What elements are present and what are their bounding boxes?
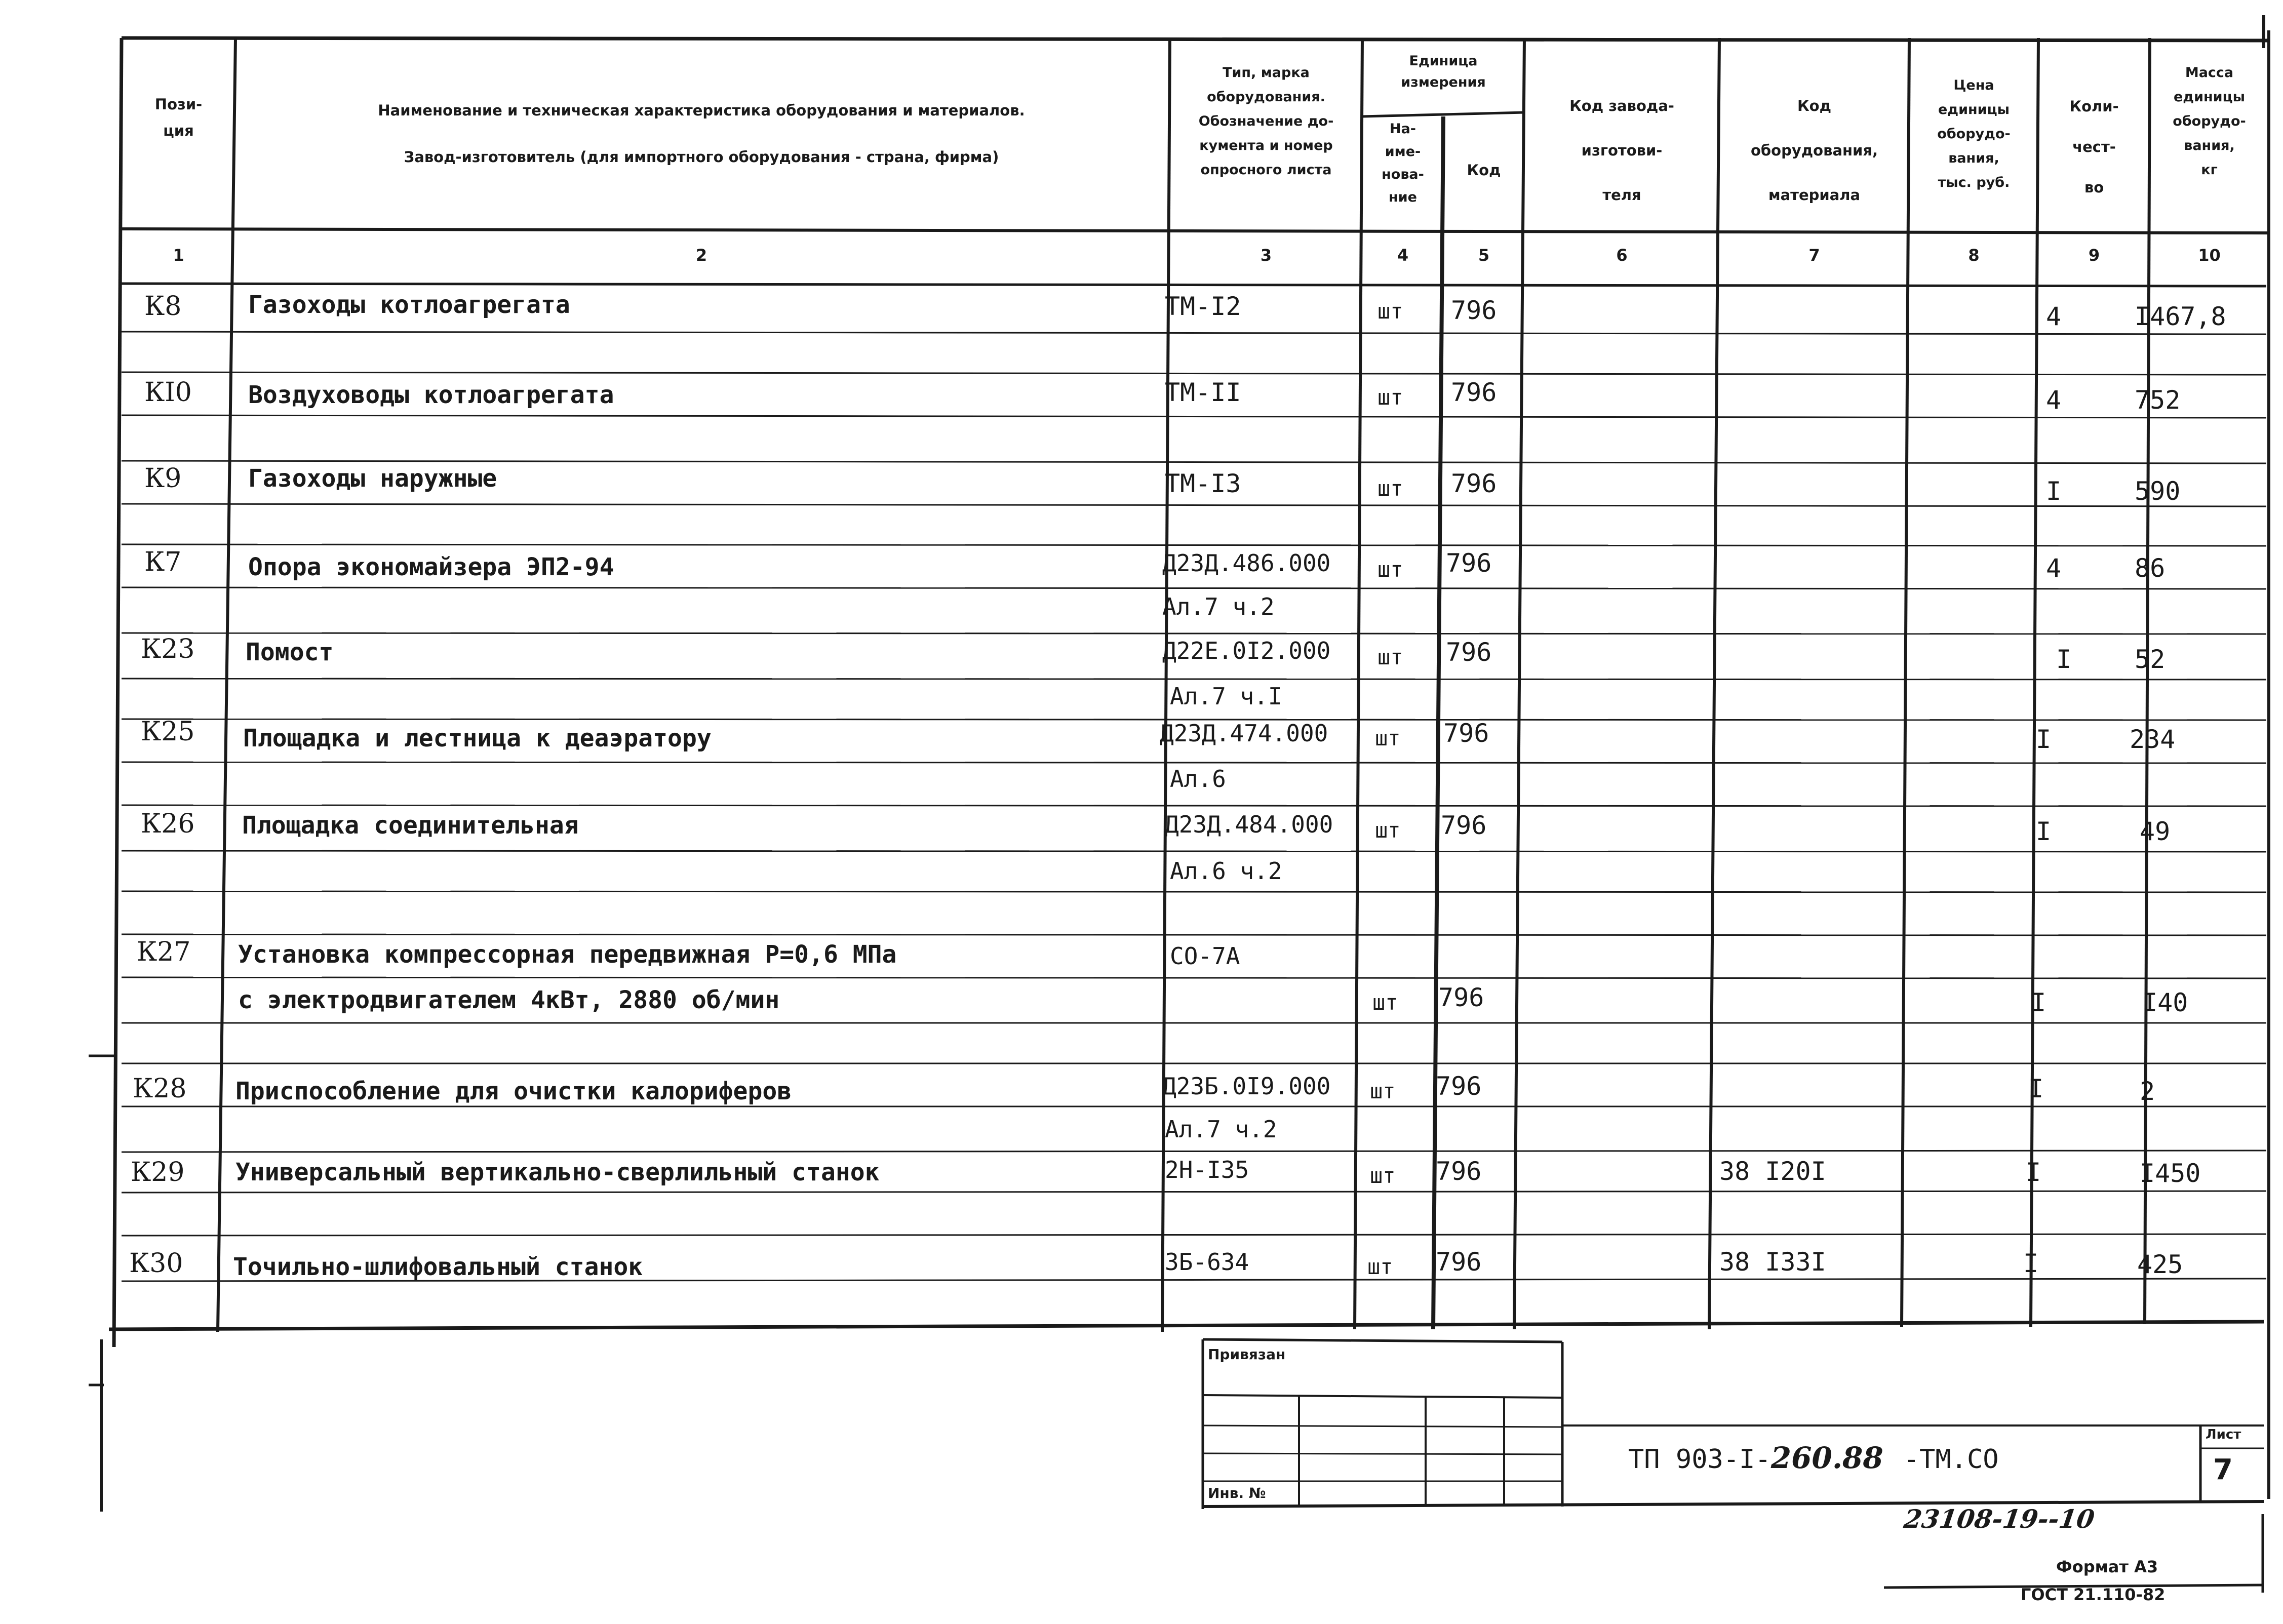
column-number-10: 10 (2198, 246, 2221, 265)
header-plant-code (1527, 84, 1717, 217)
header-unit-name-line3: нова- (1382, 167, 1424, 182)
row-k30-name: Точильно-шлифовальный станок (233, 1253, 643, 1281)
column-number-9: 9 (2088, 246, 2100, 265)
row-k25-type: Д23Д.474.000 (1160, 720, 1328, 747)
row-k27-quantity: I (2031, 988, 2046, 1017)
row-k23-name: Помост (246, 638, 334, 666)
header-unit-group (1365, 51, 1522, 93)
header-type-line1: Тип, марка (1223, 65, 1310, 81)
row-k27-position: К27 (137, 937, 191, 967)
row-k29-type: 2Н-I35 (1165, 1156, 1249, 1183)
header-price-line1: Цена (1953, 77, 1994, 93)
row-k30-quantity: I (2023, 1249, 2039, 1278)
row-k7-sheet-ref: Ал.7 ч.2 (1162, 593, 1275, 620)
row-k9-name: Газоходы наружные (248, 464, 497, 493)
row-k9-mass: 590 (2135, 477, 2181, 506)
header-mass-line1: Масса (2185, 65, 2234, 81)
row-k29-equipment-code: 38 I20I (1719, 1157, 1826, 1186)
row-k26-type: Д23Д.484.000 (1165, 811, 1333, 838)
row-k10-type: ТМ-II (1165, 378, 1241, 407)
row-k9-code: 796 (1451, 469, 1497, 498)
header-name (238, 87, 1165, 180)
header-equipment-code (1722, 84, 1907, 217)
header-plant-code-line2: изготови- (1581, 142, 1663, 159)
row-k23-type: Д22Е.0I2.000 (1162, 637, 1331, 664)
row-k10-quantity: 4 (2046, 385, 2062, 415)
row-k29-mass: I450 (2140, 1159, 2201, 1188)
header-position-line1: Пози- (154, 96, 203, 113)
row-k23-sheet-ref: Ал.7 ч.I (1170, 683, 1282, 710)
title-block-inventory-number: Инв. № (1208, 1485, 1266, 1501)
column-number-6: 6 (1616, 246, 1628, 265)
header-unit-group-line1: Единица (1409, 53, 1478, 69)
column-number-4: 4 (1397, 246, 1409, 265)
row-k27-code: 796 (1438, 983, 1484, 1012)
row-k23-quantity: I (2056, 645, 2072, 674)
row-k26-mass: 49 (2140, 817, 2171, 846)
header-type (1172, 61, 1360, 182)
gost-label: ГОСТ 21.110-82 (2021, 1585, 2166, 1604)
header-unit-name-line2: име- (1385, 144, 1421, 160)
header-mass (2152, 61, 2266, 182)
header-type-line2: оборудования. (1207, 89, 1325, 105)
header-mass-line2: единицы (2173, 89, 2246, 105)
header-price-line4: вания, (1948, 150, 1999, 166)
row-k25-quantity: I (2036, 725, 2052, 754)
row-k30-unit: шт (1367, 1254, 1393, 1279)
header-unit-code: Код (1467, 162, 1501, 179)
format-label: Формат А3 (2056, 1557, 2158, 1576)
row-k9-unit: шт (1377, 476, 1403, 501)
row-k8-quantity: 4 (2046, 302, 2062, 331)
sheet-label: Лист (2206, 1427, 2241, 1442)
row-k28-unit: шт (1370, 1079, 1396, 1103)
row-k27-name: Установка компрессорная передвижная Р=0,6 МПа (238, 940, 897, 969)
row-k29-name: Универсальный вертикально-сверлильный станок (235, 1158, 880, 1186)
header-type-line5: опросного листа (1200, 162, 1332, 178)
row-k27-unit: шт (1372, 990, 1398, 1015)
document-code-handwritten: 260.88 (1770, 1441, 1883, 1475)
row-k30-equipment-code: 38 I33I (1719, 1247, 1826, 1277)
row-k30-position: К30 (129, 1248, 183, 1279)
row-k7-code: 796 (1446, 548, 1492, 578)
row-k29-position: К29 (131, 1157, 185, 1187)
row-k7-position: К7 (144, 547, 182, 577)
header-quantity-line3: во (2084, 179, 2104, 196)
row-k7-quantity: 4 (2046, 553, 2062, 583)
row-k29-quantity: I (2026, 1158, 2041, 1187)
header-type-line4: кумента и номер (1199, 138, 1333, 153)
header-equipment-code-line3: материала (1768, 186, 1861, 204)
header-equipment-code-line1: Код (1797, 97, 1832, 114)
row-k28-type: Д23Б.0I9.000 (1162, 1073, 1331, 1100)
row-k7-unit: шт (1377, 557, 1403, 582)
row-k25-unit: шт (1375, 726, 1401, 750)
row-k7-type: Д23Д.486.000 (1162, 549, 1331, 577)
header-unit-group-line2: измерения (1401, 74, 1486, 90)
document-code (1628, 1441, 1999, 1475)
row-k9-type: ТМ-I3 (1165, 469, 1241, 498)
row-k9-quantity: I (2046, 477, 2062, 506)
row-k7-name: Опора экономайзера ЭП2-94 (248, 553, 614, 581)
row-k25-code: 796 (1443, 719, 1489, 748)
header-price-line2: единицы (1938, 102, 2010, 117)
row-k26-sheet-ref: Ал.6 ч.2 (1170, 857, 1282, 885)
row-k10-mass: 752 (2135, 385, 2181, 415)
document-code-prefix: ТП 903-I- (1628, 1444, 1771, 1475)
column-number-1: 1 (173, 246, 184, 265)
sheet-number: 7 (2213, 1453, 2233, 1486)
column-number-8: 8 (1968, 246, 1980, 265)
row-k28-sheet-ref: Ал.7 ч.2 (1165, 1116, 1277, 1143)
row-k28-code: 796 (1436, 1072, 1482, 1101)
header-name-line2: Завод-изготовитель (для импортного оборудования - страна, фирма) (404, 148, 999, 166)
row-k8-position: К8 (144, 291, 182, 322)
row-k9-position: К9 (144, 463, 182, 494)
row-k8-type: ТМ-I2 (1165, 292, 1241, 321)
header-price-line3: оборудо- (1937, 126, 2011, 142)
column-number-7: 7 (1808, 246, 1820, 265)
row-k8-name: Газоходы котлоагрегата (248, 291, 570, 319)
row-k25-name: Площадка и лестница к деаэратору (243, 724, 712, 752)
header-plant-code-line3: теля (1602, 186, 1641, 204)
header-quantity-line1: Коли- (2069, 98, 2119, 115)
row-k29-unit: шт (1370, 1163, 1396, 1188)
header-position-line2: ция (163, 122, 194, 139)
row-k26-code: 796 (1441, 811, 1487, 840)
row-k23-position: К23 (141, 634, 195, 664)
row-k10-name: Воздуховоды котлоагрегата (248, 381, 614, 409)
row-k27-type: СО-7А (1170, 942, 1240, 970)
header-unit-name-line4: ние (1389, 189, 1417, 205)
row-k10-position: КI0 (144, 377, 192, 408)
row-k28-position: К28 (133, 1074, 187, 1104)
row-k30-type: 3Б-634 (1165, 1248, 1249, 1276)
row-k28-quantity: I (2028, 1074, 2044, 1103)
title-block-privyazan: Привязан (1208, 1346, 1286, 1363)
row-k8-unit: шт (1377, 299, 1403, 324)
row-k26-name: Площадка соединительная (242, 811, 579, 840)
row-k10-code: 796 (1451, 378, 1497, 407)
header-quantity (2041, 86, 2147, 208)
row-k23-mass: 52 (2135, 645, 2166, 674)
row-k23-code: 796 (1446, 638, 1492, 667)
row-k23-unit: шт (1377, 645, 1403, 669)
column-number-5: 5 (1478, 246, 1490, 265)
header-mass-line4: вания, (2184, 138, 2235, 153)
row-k25-position: К25 (141, 717, 195, 747)
row-k28-name: Приспособление для очистки калориферов (235, 1077, 792, 1105)
row-k30-code: 796 (1436, 1247, 1482, 1277)
header-price (1912, 73, 2036, 195)
row-k10-unit: шт (1377, 385, 1403, 410)
row-k25-sheet-ref: Ал.6 (1170, 765, 1226, 793)
header-plant-code-line1: Код завода- (1569, 97, 1674, 114)
row-k26-quantity: I (2036, 817, 2052, 846)
header-price-line5: тыс. руб. (1938, 175, 2010, 190)
row-k26-unit: шт (1375, 818, 1401, 843)
column-number-2: 2 (695, 246, 707, 265)
header-type-line3: Обозначение до- (1198, 113, 1334, 129)
header-position (124, 91, 233, 144)
row-k8-code: 796 (1451, 296, 1497, 325)
header-unit-name-line1: На- (1389, 121, 1416, 137)
row-k8-mass: I467,8 (2135, 302, 2226, 331)
header-name-line1: Наименование и техническая характеристика оборудования и материалов. (378, 102, 1025, 119)
row-k27-name-continued: с электродвигателем 4кВт, 2880 об/мин (238, 986, 780, 1014)
row-k27-mass: I40 (2142, 988, 2188, 1017)
header-mass-line5: кг (2201, 162, 2218, 178)
row-k29-code: 796 (1436, 1157, 1482, 1186)
row-k28-mass: 2 (2140, 1077, 2155, 1106)
column-number-3: 3 (1260, 246, 1272, 265)
header-mass-line3: оборудо- (2173, 113, 2246, 129)
archive-number: 23108-19--10 (1902, 1504, 2097, 1534)
header-quantity-line2: чест- (2072, 138, 2116, 155)
row-k26-position: К26 (141, 809, 195, 839)
row-k25-mass: 234 (2130, 725, 2176, 754)
document-code-suffix: -ТМ.СО (1903, 1444, 1999, 1475)
header-equipment-code-line2: оборудования, (1750, 142, 1878, 159)
row-k30-mass: 425 (2137, 1250, 2183, 1279)
header-unit-name (1365, 117, 1441, 209)
row-k7-mass: 86 (2135, 553, 2166, 583)
